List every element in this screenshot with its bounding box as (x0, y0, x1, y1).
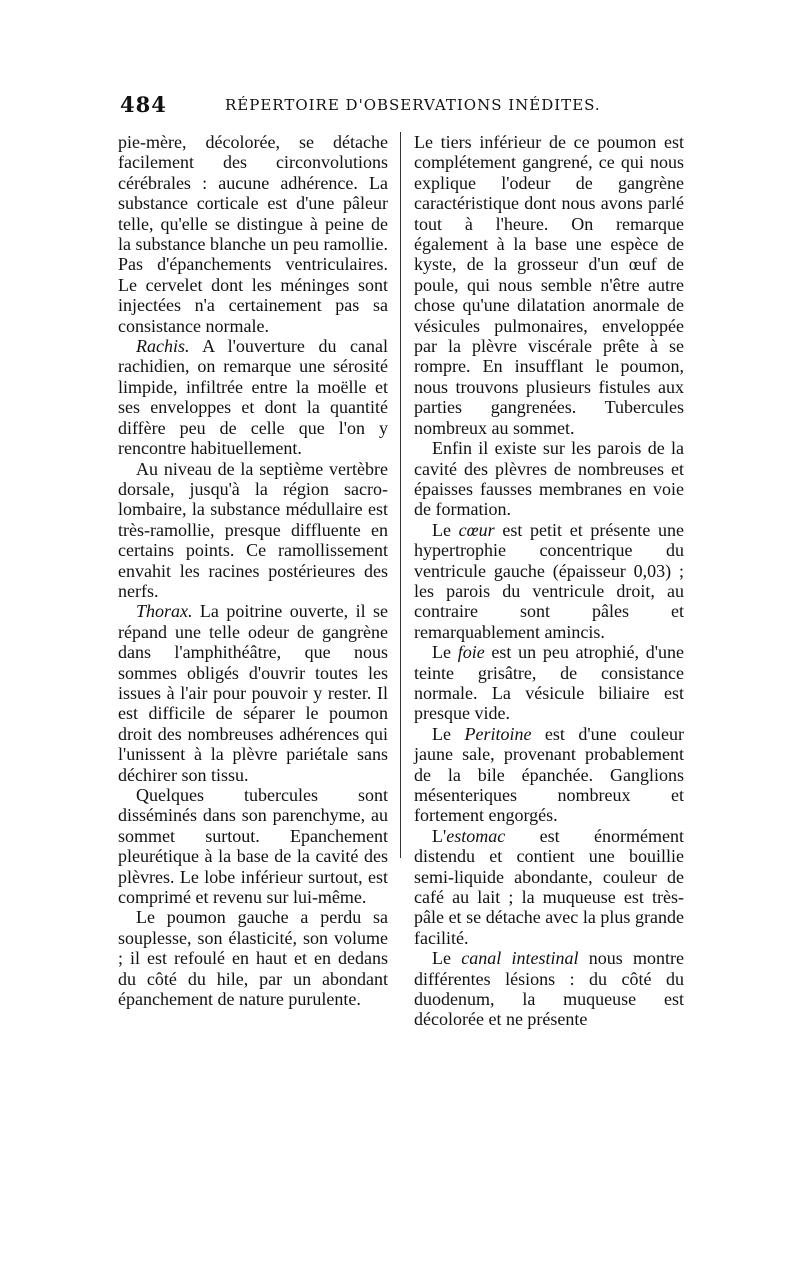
organ-term: cœur (458, 519, 495, 540)
paragraph-prefix: Le (432, 519, 459, 540)
paragraph-text: Enfin il existe sur les parois de la cavité des plèvres de nombreuses et épaisses fausses membranes en voie de formation. (414, 438, 684, 520)
right-column (414, 132, 684, 1030)
paragraph (414, 132, 684, 438)
paragraph-text: est d'une couleur jaune sale, provenant probablement de la bile épanchée. Ganglions mésenteriques nombreux et fortement engorgés. (414, 723, 685, 826)
paragraph-text: A l'ouverture du canal rachidien, on remarque une sérosité limpide, infiltrée entre la moëlle et ses enveloppes et dont la quantité diffère peu de celle que l'on y rencontre habituellement. (118, 336, 388, 459)
paragraph-prefix: Le (432, 723, 465, 744)
paragraph (118, 132, 388, 336)
paragraph-text: Le poumon gauche a perdu sa souplesse, son élasticité, son volume ; il est refoulé en haut et en dedans du côté du hile, par un abondant épanchement de nature purulente. (118, 907, 388, 1010)
paragraph-text: est petit et présente une hypertrophie concentrique du ventricule gauche (épaisseur 0,03) ; les parois du ventricule droit, au contraire sont pâles et remarquablement amincis. (414, 519, 685, 642)
paragraph-prefix: Le (432, 948, 462, 969)
left-column (118, 132, 388, 1009)
running-title: RÉPERTOIRE D'OBSERVATIONS INÉDITES. (225, 96, 601, 114)
paragraph-text: est un peu atrophié, d'une teinte grisâtre, de consistance normale. La vésicule biliaire est presque vide. (414, 642, 684, 724)
paragraph (414, 948, 684, 1030)
page-number: 484 (120, 92, 167, 117)
paragraph (118, 336, 388, 458)
paragraph (118, 785, 388, 907)
section-lead: Thorax. (136, 601, 193, 622)
paragraph (414, 826, 684, 948)
paragraph-text: est énormément distendu et contient une bouillie semi-liquide abondante, couleur de café au lait ; la muqueuse est très-pâle et se détache avec la plus grande facilité. (414, 825, 684, 948)
page-header (120, 92, 680, 122)
paragraph (118, 601, 388, 785)
paragraph (414, 724, 684, 826)
organ-term: foie (457, 642, 485, 663)
paragraph (414, 642, 684, 724)
paragraph (118, 459, 388, 602)
paragraph-text: nous montre différentes lésions : du côté du duodenum, la muqueuse est décolorée et ne présente (414, 948, 684, 1030)
paragraph (414, 520, 684, 642)
paragraph-text: Au niveau de la septième vertèbre dorsale, jusqu'à la région sacro-lombaire, la substance médullaire est très-ramollie, presque diffluente en certains points. Ce ramollissement envahit les racines postérieures des nerfs. (118, 458, 388, 601)
paragraph-text: La poitrine ouverte, il se répand une telle odeur de gangrène dans l'amphithéâtre, que nous sommes obligés d'ouvrir toutes les issues à l'air pour pouvoir y rester. Il est difficile de séparer le poumon droit des nombreuses adhérences qui l'unissent à la plèvre pariétale sans déchirer son tissu. (118, 601, 388, 785)
column-divider (400, 132, 401, 858)
paragraph (414, 438, 684, 520)
organ-term: canal intestinal (461, 948, 579, 969)
paragraph-prefix: L' (432, 825, 447, 846)
paragraph-text: Quelques tubercules sont disséminés dans son parenchyme, au sommet surtout. Epanchement pleurétique à la base de la cavité des plèvres. Le lobe inférieur surtout, est comprimé et revenu sur lui-même. (118, 785, 388, 908)
organ-term: Peritoine (464, 723, 532, 744)
paragraph-text: Le tiers inférieur de ce poumon est complétement gangrené, ce qui nous explique l'odeur de gangrène caractéristique dont nous avons parlé tout à l'heure. On remarque également à la base une espèce de kyste, de la grosseur d'un œuf de poule, qui nous semble n'être autre chose qu'une dilatation anormale de vésicules pulmonaires, enveloppée par la plèvre viscérale prête à se rompre. En insufflant le poumon, nous trouvons plusieurs fistules aux parties gangrenées. Tubercules nombreux au sommet. (414, 132, 684, 438)
paragraph-prefix: Le (432, 642, 458, 663)
paragraph (118, 907, 388, 1009)
section-lead: Rachis. (136, 336, 190, 357)
organ-term: estomac (446, 825, 506, 846)
paragraph-text: pie-mère, décolorée, se détache facilement des circonvolutions cérébrales : aucune adhérence. La substance corticale est d'une pâleur telle, qu'elle se distingue à peine de la substance blanche un peu ramollie. Pas d'épanchements ventriculaires. Le cervelet dont les méninges sont injectées n'a certainement pas sa consistance normale. (118, 132, 388, 336)
